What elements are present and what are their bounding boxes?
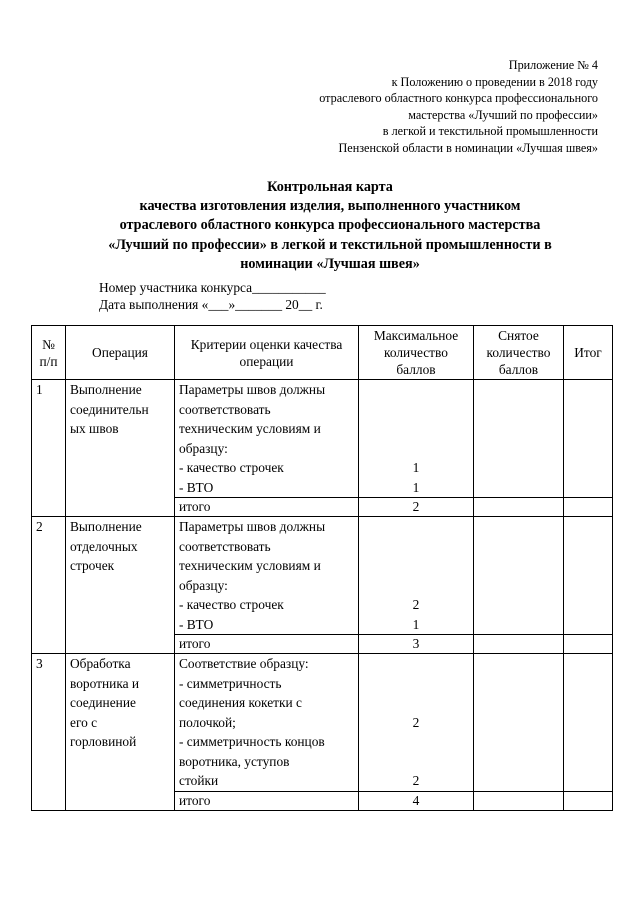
- document-title: [60, 178, 600, 274]
- cell-line: воротника, уступов: [179, 753, 290, 769]
- participant-number-field: Номер участника конкурса___________: [99, 280, 326, 295]
- cell-line: соединение: [70, 695, 136, 710]
- cell-line: - ВТО: [179, 616, 214, 632]
- cell-line: баллов: [498, 362, 539, 377]
- subtotal-value: 2: [359, 498, 474, 517]
- subtotal-label: итого: [175, 791, 359, 810]
- cell-line: соединительн: [70, 401, 149, 417]
- cell-line: 1: [412, 479, 420, 495]
- cell-line: отделочных: [70, 538, 138, 554]
- deducted-score-cell: [474, 791, 564, 810]
- cell-line: стойки: [179, 773, 219, 788]
- total-cell: [564, 517, 613, 635]
- appendix-line: к Положению о проведении в 2018 году: [391, 74, 598, 89]
- total-cell: [564, 791, 613, 810]
- cell-line: п/п: [39, 353, 58, 369]
- cell-line: ых швов: [70, 421, 119, 436]
- deducted-score-cell: [474, 498, 564, 517]
- cell-line: количество: [384, 345, 448, 360]
- appendix-line: мастерства «Лучший по профессии»: [408, 107, 598, 122]
- appendix-line: отраслевого областного конкурса профессионального: [319, 91, 598, 106]
- cell-line: воротника и: [70, 675, 140, 691]
- cell-line: его с: [70, 714, 98, 730]
- cell-line: Параметры швов должны: [179, 519, 326, 534]
- cell-line: - симметричность концов: [179, 734, 325, 749]
- max-score-cell: [359, 517, 474, 635]
- header-operation: [66, 326, 175, 380]
- cell-line: - качество строчек: [179, 597, 284, 612]
- deducted-score-cell: [474, 517, 564, 635]
- cell-line: Обработка: [70, 656, 131, 671]
- title-line: номинации «Лучшая швея»: [240, 255, 420, 272]
- cell-line: [363, 752, 469, 772]
- cell-line: [363, 674, 469, 694]
- criteria-cell: [175, 380, 359, 498]
- total-cell: [564, 635, 613, 654]
- max-score-cell: [359, 380, 474, 498]
- cell-line: - симметричность: [179, 675, 282, 691]
- cell-line: 2: [412, 773, 420, 788]
- header-criteria: [175, 326, 359, 380]
- operation-cell: [66, 654, 175, 811]
- title-line: Контрольная карта: [267, 179, 393, 195]
- deducted-score-cell: [474, 635, 564, 654]
- cell-line: Выполнение: [70, 382, 142, 397]
- cell-line: [363, 576, 469, 596]
- header-num: [32, 326, 66, 380]
- cell-line: [363, 419, 469, 439]
- subtotal-value: 3: [359, 635, 474, 654]
- cell-line: Соответствие образцу:: [179, 656, 309, 671]
- cell-line: №: [42, 336, 55, 352]
- row-number: 2: [32, 517, 66, 654]
- cell-line: полочкой;: [179, 714, 236, 730]
- cell-line: соответствовать: [179, 401, 271, 417]
- appendix-line: в легкой и текстильной промышленности: [382, 124, 598, 139]
- cell-line: [363, 537, 469, 557]
- cell-line: образцу:: [179, 440, 228, 456]
- header-total: [564, 326, 613, 380]
- criteria-cell: [175, 517, 359, 635]
- title-line: «Лучший по профессии» в легкой и текстильной промышленности в: [108, 236, 552, 253]
- cell-line: баллов: [396, 362, 436, 377]
- cell-line: [363, 732, 469, 752]
- total-cell: [564, 654, 613, 792]
- cell-line: [363, 380, 469, 400]
- operation-cell: [66, 380, 175, 517]
- cell-line: техническим условиям и: [179, 558, 321, 573]
- row-number: 3: [32, 654, 66, 811]
- cell-line: 1: [412, 616, 420, 632]
- cell-line: 1: [412, 460, 420, 475]
- row-number: 1: [32, 380, 66, 517]
- appendix-line: Пензенской области в номинации «Лучшая швея»: [338, 140, 598, 155]
- cell-line: количество: [486, 345, 551, 360]
- cell-line: горловиной: [70, 734, 137, 749]
- cell-line: Снятое: [498, 328, 539, 343]
- header-deducted-score: [474, 326, 564, 380]
- table-row: [32, 517, 613, 635]
- criteria-cell: [175, 654, 359, 792]
- form-fields: [99, 279, 326, 314]
- cell-line: операции: [239, 353, 294, 369]
- subtotal-label: итого: [175, 498, 359, 517]
- total-cell: [564, 498, 613, 517]
- cell-line: техническим условиям и: [179, 421, 321, 436]
- subtotal-value: 4: [359, 791, 474, 810]
- cell-line: 2: [412, 714, 420, 730]
- control-card-table: [31, 325, 613, 811]
- cell-line: - качество строчек: [179, 460, 284, 475]
- cell-line: [363, 400, 469, 420]
- cell-line: Итог: [574, 345, 602, 360]
- operation-cell: [66, 517, 175, 654]
- cell-line: - ВТО: [179, 479, 214, 495]
- cell-line: соответствовать: [179, 538, 271, 554]
- max-score-cell: [359, 654, 474, 792]
- cell-line: [363, 517, 469, 537]
- table-header-row: [32, 326, 613, 380]
- completion-date-field: Дата выполнения «___»_______ 20__ г.: [99, 297, 323, 313]
- cell-line: Выполнение: [70, 519, 142, 534]
- header-max-score: [359, 326, 474, 380]
- table-row: [32, 380, 613, 498]
- cell-line: строчек: [70, 558, 115, 573]
- deducted-score-cell: [474, 654, 564, 792]
- subtotal-label: итого: [175, 635, 359, 654]
- title-line: отраслевого областного конкурса профессионального мастерства: [119, 217, 541, 234]
- cell-line: [363, 693, 469, 713]
- total-cell: [564, 380, 613, 498]
- cell-line: 2: [412, 597, 420, 612]
- title-line: качества изготовления изделия, выполненного участником: [139, 198, 521, 215]
- cell-line: [363, 654, 469, 674]
- appendix-header: [319, 57, 598, 157]
- table-row: [32, 654, 613, 792]
- cell-line: [363, 439, 469, 459]
- cell-line: Операция: [92, 345, 148, 360]
- cell-line: Критерии оценки качества: [190, 336, 343, 352]
- cell-line: Параметры швов должны: [179, 382, 326, 397]
- cell-line: соединения кокетки с: [179, 695, 302, 710]
- cell-line: Максимальное: [373, 328, 459, 343]
- appendix-line: Приложение № 4: [508, 58, 598, 72]
- cell-line: образцу:: [179, 577, 228, 593]
- deducted-score-cell: [474, 380, 564, 498]
- cell-line: [363, 556, 469, 576]
